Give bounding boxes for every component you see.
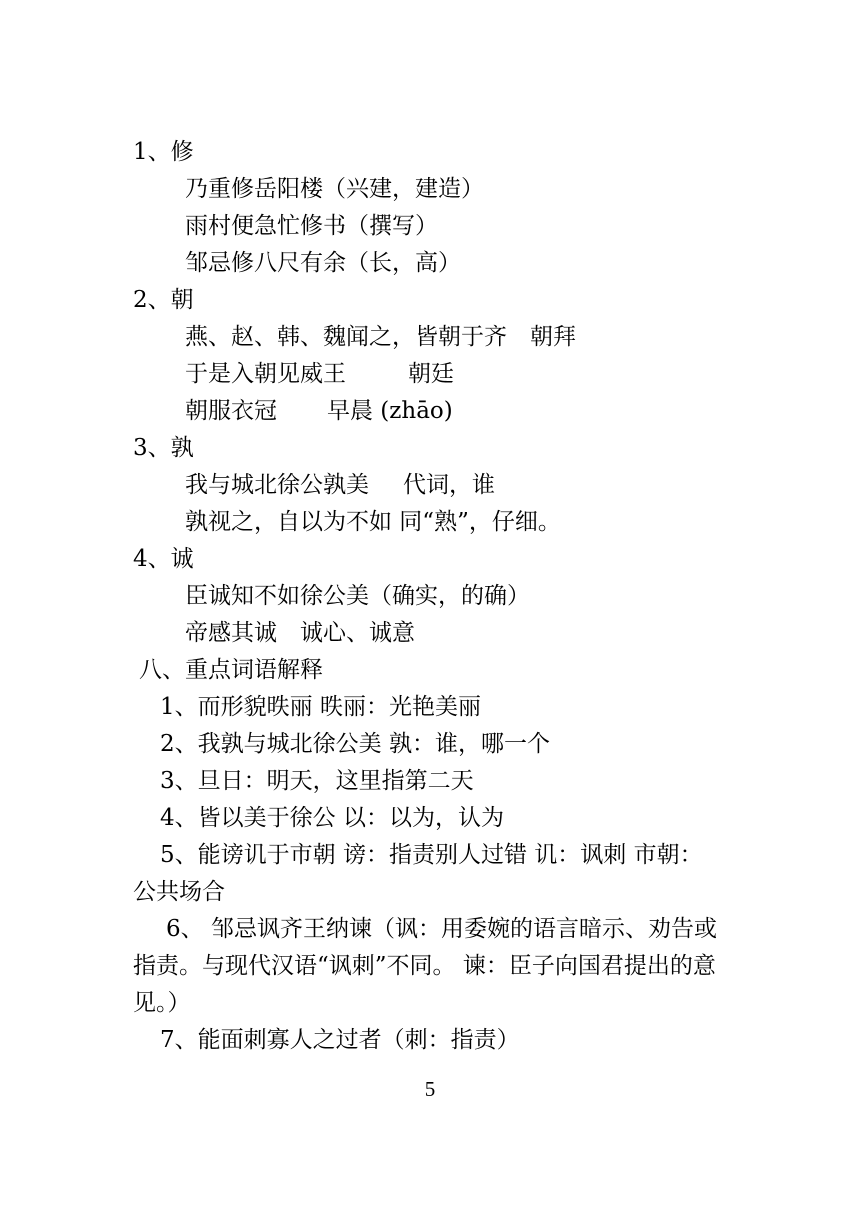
entry-title-cheng: 4、诚 [133,546,194,572]
entry-line-gloss: 朝廷 [408,361,454,387]
list-item: 3、旦日：明天，这里指第二天 [160,768,474,794]
list-item-continuation: 见。） [133,990,191,1016]
entry-title-shu: 3、孰 [133,435,194,461]
entry-line: 孰视之，自以为不如 同“熟”，仔细。 [185,509,561,535]
entry-line: 臣诚知不如徐公美（确实，的确） [185,583,530,609]
entry-line: 燕、赵、韩、魏闻之，皆朝于齐 朝拜 [185,324,576,350]
entry-line: 帝感其诚 诚心、诚意 [185,620,415,646]
list-item: 7、能面刺寡人之过者（刺：指责） [160,1027,520,1053]
list-item: 2、我孰与城北徐公美 孰：谁，哪一个 [160,731,550,757]
list-item-continuation: 指责。与现代汉语“讽刺”不同。 谏：臣子向国君提出的意 [133,953,716,979]
entry-line: 邹忌修八尺有余（长，高） [185,250,461,276]
entry-line [185,470,495,500]
entry-line-gloss: 早晨 (zhāo) [327,398,453,424]
entry-line-text: 于是入朝见威王 [185,361,346,387]
entry-line-text: 我与城北徐公孰美 [185,472,369,498]
list-item: 1、而形貌昳丽 昳丽：光艳美丽 [160,694,481,720]
entry-title-chao: 2、朝 [133,287,194,313]
entry-title-xiu: 1、修 [133,139,194,165]
list-item-continuation: 公共场合 [133,879,225,905]
list-item: 4、皆以美于徐公 以：以为，认为 [160,805,504,831]
entry-line: 雨村便急忙修书（撰写） [185,213,438,239]
entry-line [185,359,454,389]
entry-line: 乃重修岳阳楼（兴建，建造） [185,176,484,202]
list-item: 5、能谤讥于市朝 谤：指责别人过错 讥：讽刺 市朝： [160,842,703,868]
entry-line [185,396,453,426]
entry-line-gloss: 代词，谁 [403,472,495,498]
entry-line-text: 朝服衣冠 [185,398,277,424]
list-item: 6、 邹忌讽齐王纳谏（讽：用委婉的语言暗示、劝告或 [166,916,717,942]
page-number: 5 [424,1077,436,1101]
section-heading: 八、重点词语解释 [139,657,323,683]
